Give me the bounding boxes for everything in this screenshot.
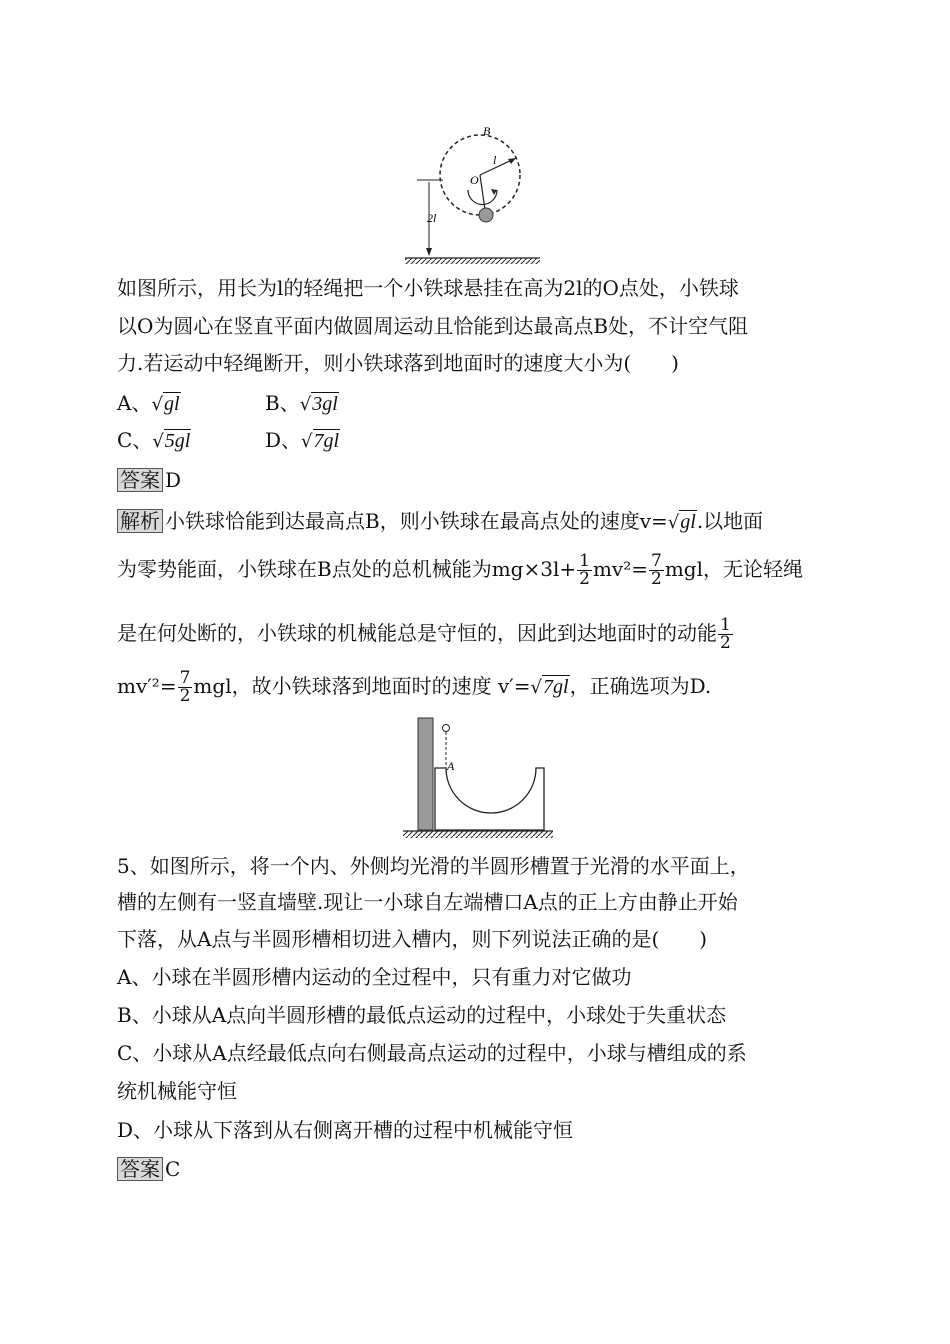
q4-options-row-1 [117, 390, 413, 418]
answer-value: D [165, 468, 182, 492]
q4-answer [117, 467, 181, 493]
q4-stem-line-3: 力.若运动中轻绳断开，则小铁球落到地面时的速度大小为( ) [117, 351, 679, 375]
label-l: l [493, 153, 497, 167]
q4-analysis-line-2: 为零势能面，小铁球在B点处的总机械能为mg×3l+ $\frac{1}{2}$ mv²= $\frac{7}{2}$ mgl，无论轻绳 [117, 551, 803, 589]
q4-analysis-line-1: 解析 小铁球恰能到达最高点B，则小铁球在最高点处的速度v=√gl.以地面 [117, 508, 763, 536]
analysis-tag: 解析 [117, 509, 163, 533]
q5-option-d: D、小球从下落到从右侧离开槽的过程中机械能守恒 [117, 1118, 574, 1142]
q5-stem-line-1: 5、如图所示，将一个内、外侧均光滑的半圆形槽置于光滑的水平面上， [117, 854, 750, 878]
q5-option-c-line-2: 统机械能守恒 [117, 1079, 237, 1103]
q4-stem-line-1: 如图所示，用长为l的轻绳把一个小铁球悬挂在高为2l的O点处，小铁球 [117, 276, 739, 300]
q4-option-b: B、√3gl [265, 391, 338, 415]
semicircle-groove-figure [403, 716, 553, 840]
label-a: A [447, 759, 455, 773]
fraction: $\frac{1}{2}$ [720, 615, 731, 653]
q5-option-a: A、小球在半圆形槽内运动的全过程中，只有重力对它做功 [117, 965, 632, 989]
q4-option-a: A、√gl [117, 391, 180, 415]
label-2l: 2l [427, 211, 437, 225]
q5-option-c-line-1: C、小球从A点经最低点向右侧最高点运动的过程中，小球与槽组成的系 [117, 1041, 747, 1065]
q4-option-d: D、√7gl [265, 428, 340, 452]
fraction: $\frac{7}{2}$ [650, 551, 662, 589]
q4-stem-line-2: 以O为圆心在竖直平面内做圆周运动且恰能到达最高点B处，不计空气阻 [117, 314, 749, 338]
fraction: $\frac{1}{2}$ [579, 551, 590, 589]
q5-stem-line-2: 槽的左侧有一竖直墙壁.现让一小球自左端槽口A点的正上方由静止开始 [117, 890, 738, 914]
answer-value: C [165, 1157, 181, 1181]
q4-options-row-2 [117, 427, 413, 455]
fraction: $\frac{7}{2}$ [179, 668, 191, 706]
q4-analysis-line-4: mv′²= $\frac{7}{2}$ mgl，故小铁球落到地面时的速度 v′=√7gl，正确选项为D. [117, 668, 712, 706]
answer-tag: 答案 [117, 468, 163, 492]
circular-motion-figure [405, 120, 540, 268]
q5-stem-line-3: 下落，从A点与半圆形槽相切进入槽内，则下列说法正确的是( ) [117, 927, 708, 951]
label-o: O [470, 173, 479, 187]
q4-option-c: C、√5gl [117, 428, 191, 452]
q4-analysis-line-3: 是在何处断的，小铁球的机械能总是守恒的，因此到达地面时的动能 $\frac{1}{2}$ [117, 615, 731, 653]
answer-tag: 答案 [117, 1157, 163, 1181]
q5-option-b: B、小球从A点向半圆形槽的最低点运动的过程中，小球处于失重状态 [117, 1003, 727, 1027]
q5-answer [117, 1156, 180, 1182]
label-b: B [483, 124, 491, 138]
